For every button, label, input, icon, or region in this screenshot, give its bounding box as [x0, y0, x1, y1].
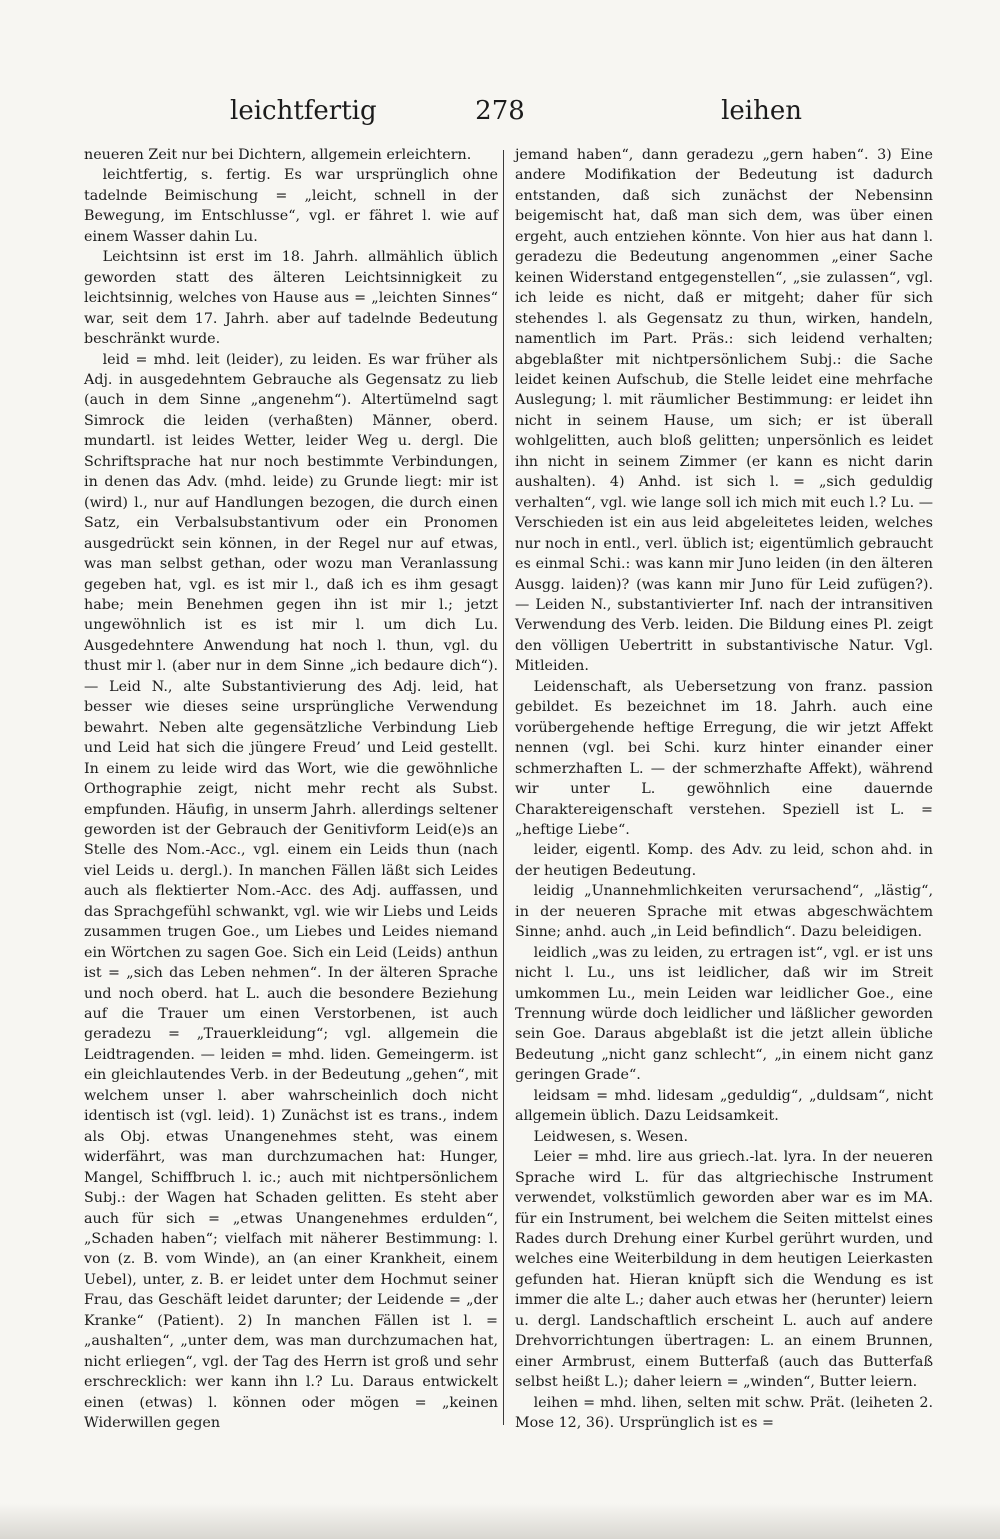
entry-paragraph: Leichtsinn ist erst im 18. Jahrh. allmählich üblich geworden statt des älteren Leichtsinnigkeit zu leichtsinnig, welches von Hause aus = „leichten Sinnes“ war, seit dem 17. Jahrh. aber auf tadelnde Bedeutung beschränkt wurde. [84, 249, 498, 348]
entry-paragraph: leihen = mhd. lihen, selten mit schw. Prät. (leiheten 2. Mose 12, 36). Ursprünglich ist es = [515, 1394, 933, 1432]
entry-paragraph: Leier = mhd. lire aus griech.-lat. lyra. In der neueren Sprache wird L. für das altgriechische Instrument verwendet, volkstümlich geworden aber war es im MA. für ein Instrument, bei welchem die Seiten mittelst eines Rades durch Drehung einer Kurbel gerührt wurden, und welches eine Weiterbildung in dem heutigen Leierkasten gefunden hat. Hieran knüpft sich die Wendung es ist immer die alte L.; daher auch etwas her (herunter) leiern u. dergl. Landschaftlich erscheint L. auch auf andere Drehvorrichtungen übertragen: L. an einem Brunnen, einer Armbrust, einem Butterfaß (auch das Butterfaß selbst heißt L.); daher leiern = „winden“, Butter leiern. [515, 1149, 933, 1391]
page-number: 278 [475, 96, 525, 126]
entry-paragraph: leider, eigentl. Komp. des Adv. zu leid, schon ahd. in der heutigen Bedeutung. [515, 842, 933, 879]
entry-paragraph: leidlich „was zu leiden, zu ertragen ist“, vgl. er ist uns nicht l. Lu., uns ist leidlicher, daß wir im Streit umkommen Lu., mein Leiden war leidlicher Goe., eine Trennung würde doch leidlicher und läßlicher geworden sein Goe. Daraus abgeblaßt ist die jetzt allein übliche Bedeutung „nicht ganz schlecht“, „in einem nicht ganz geringen Grade“. [515, 944, 933, 1084]
entry-paragraph: leidsam = mhd. lidesam „geduldig“, „duldsam“, nicht allgemein üblich. Dazu Leidsamkeit. [515, 1087, 933, 1125]
page-header [80, 96, 920, 136]
header-left-catchword: leichtfertig [230, 96, 377, 126]
entry-paragraph: Leidenschaft, als Uebersetzung von franz. passion gebildet. Es bezeichnet im 18. Jahrh. auch eine vorübergehende heftige Erregung, die wir jetzt Affekt nennen (vgl. bei Schi. kurz hinter einander einer schmerzhaften L. — der schmerzhafte Affekt), während wir unter L. gewöhnlich eine dauernde Charaktereigenschaft verstehen. Speziell ist L. = „heftige Liebe“. [515, 678, 933, 838]
entry-paragraph: neueren Zeit nur bei Dichtern, allgemein erleichtern. [84, 147, 472, 163]
entry-paragraph: leid = mhd. leit (leider), zu leiden. Es war früher als Adj. in ausgedehntem Gebrauche als Gegensatz zu lieb (auch in dem Sinne „angenehm“). Altertümelnd sagt Simrock die leiden (verhaßten) Männer, oberd. mundartl. ist leides Wetter, leider Weg u. dergl. Die Schriftsprache hat nur noch bestimmte Verbindungen, in denen das Adv. (mhd. leide) zu Grunde liegt: mir ist (wird) l., nur auf Handlungen bezogen, die durch einen Satz, ein Verbalsubstantivum oder ein Pronomen ausgedrückt sein können, in der Regel nur auf etwas, was man selbst gethan, oder wozu man Veranlassung gegeben hat, vgl. es ist mir l., daß ich es ihm gesagt habe; mein Benehmen gegen ihn ist mir l.; jetzt ungewöhnlich ist es ist mir l. um dich Lu. Ausgedehntere Anwendung hat noch l. thun, vgl. du thust mir l. (aber nur in dem Sinne „ich bedaure dich“). — Leid N., alte Substantivierung des Adj. leid, hat besser wie dieses seine ursprüngliche Verwendung bewahrt. Neben alte gegensätzliche Verbindung Lieb und Leid hat sich die jüngere Freud’ und Leid gestellt. In einem zu leide wird das Wort, wie die gewöhnliche Orthographie zeigt, nicht mehr recht als Subst. empfunden. Häufig, in unserm Jahrh. allerdings seltener geworden ist der Gebrauch der Genitivform Leid(e)s an Stelle des Nom.-Acc., vgl. einem ein Leids thun (nach viel Leids u. dergl.). In manchen Fällen läßt sich Leides auch als flektierter Nom.-Acc. des Adj. auffassen, und das Sprachgefühl schwankt, vgl. wie wir Liebs und Leids zusammen trugen Goe., um Liebes und Leides niemand ein Wörtchen zu sagen Goe. Sich ein Leid (Leids) anthun ist = „sich das Leben nehmen“. In der älteren Sprache und noch oberd. hat L. auch die besondere Beziehung auf die Trauer um einen Verstorbenen, ist auch geradezu = „Trauerkleidung“; vgl. allgemein die Leidtragenden. — leiden = mhd. liden. Gemeingerm. ist ein gleichlautendes Verb. in der Bedeutung „gehen“, mit welchem unser l. aber wahrscheinlich doch nicht identisch ist (vgl. leid). 1) Zunächst ist es trans., indem als Obj. etwas Unangenehmes steht, was einem widerfährt, was man durchzumachen hat: Hunger, Mangel, Schiffbruch l. ic.; auch mit nichtpersönlichem Subj.: der Wagen hat Schaden gelitten. Es steht aber auch für sich = „etwas Unangenehmes erdulden“, „Schaden haben“; vielfach mit näherer Bestimmung: l. von (z. B. vom Winde), an (an einer Krankheit, einem Uebel), unter, z. B. er leidet unter dem Hochmut seiner Frau, das Geschäft leidet darunter; der Leidende = „der Kranke“ (Patient). 2) In manchen Fällen ist l. = „aushalten“, „unter dem, was man durchzumachen hat, nicht erliegen“, vgl. der Tag des Herrn ist groß und sehr erschrecklich: wer kann ihn l.? Lu. Daraus entwickelt einen (etwas) l. können oder mögen = „keinen Widerwillen gegen [84, 351, 498, 1432]
header-right-catchword: leihen [721, 96, 802, 126]
entry-paragraph: leidig „Unannehmlichkeiten verursachend“, „lästig“, in der neueren Sprache mit etwas abgeschwächtem Sinne; anhd. auch „in Leid befindlich“. Dazu beleidigen. [515, 883, 933, 941]
column-divider [503, 150, 504, 1425]
entry-paragraph: jemand haben“, dann geradezu „gern haben“. 3) Eine andere Modifikation der Bedeutung ist dadurch entstanden, daß sich zunächst der Nebensinn beigemischt hat, daß man sich dem, was über einen ergeht, auch entziehen könnte. Von hier aus hat dann l. geradezu die Bedeutung angenommen „einer Sache keinen Widerstand entgegenstellen“, „sie zulassen“, vgl. ich leide es nicht, daß er mitgeht; daher für sich stehendes l. als Gegensatz zu thun, wirken, handeln, namentlich im Part. Präs.: sich leidend verhalten; abgeblaßter mit nichtpersönlichem Subj.: die Sache leidet keinen Aufschub, die Stelle leidet eine mehrfache Auslegung; l. mit räumlicher Bestimmung: er leidet ihn nicht in seinem Hause, um sich; er ist überall wohlgelitten, auch bloß gelitten; unpersönlich es leidet ihn nicht in seinem Zimmer (er kann es nicht darin aushalten). 4) Anhd. ist sich l. = „sich geduldig verhalten“, vgl. wie lange soll ich mich mit euch l.? Lu. — Verschieden ist ein aus leid abgeleitetes leiden, welches nur noch in entl., verl. üblich ist; eigentümlich gebraucht es einmal Schi.: was kann mir Juno leiden (in den älteren Ausgg. laiden)? (was kann mir Juno für Leid zufügen?). — Leiden N., substantivierter Inf. nach der intransitiven Verwendung des Verb. leiden. Die Bildung eines Pl. zeigt den völligen Uebertritt in substantivische Natur. Vgl. Mitleiden. [515, 147, 933, 675]
entry-paragraph: Leidwesen, s. Wesen. [533, 1128, 689, 1145]
right-column [515, 145, 933, 1434]
page-bottom-edge [0, 1503, 1000, 1539]
left-column [84, 145, 498, 1434]
entry-paragraph: leichtfertig, s. fertig. Es war ursprünglich ohne tadelnde Beimischung = „leicht, schnell in der Bewegung, im Entschlusse“, vgl. er fähret l. wie auf einem Wasser dahin Lu. [84, 167, 498, 245]
